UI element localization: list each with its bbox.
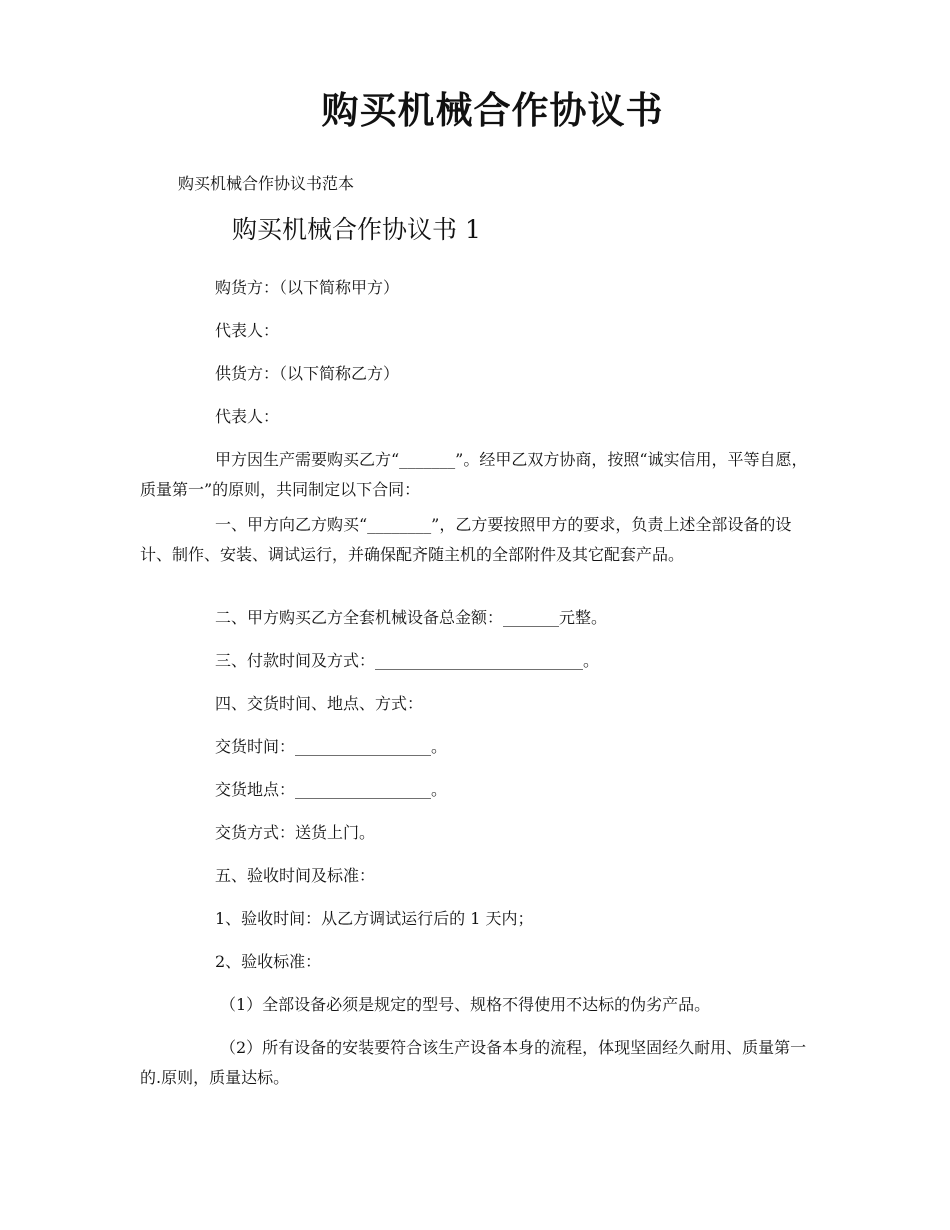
clause-3: 三、付款时间及方式：__________________________。 (215, 651, 600, 670)
document-title: 购买机械合作协议书 (321, 88, 664, 132)
delivery-method: 交货方式：送货上门。 (215, 823, 376, 842)
buyer-representative-line: 代表人： (215, 321, 280, 340)
standard-item-2: （2）所有设备的安装要符合该生产设备本身的流程，体现坚固经久耐用、质量第一的.原则，质量达标。 (140, 1038, 807, 1087)
clause-1: 一、甲方向乙方购买“________”，乙方要按照甲方的要求，负责上述全部设备的设计、制作、安装、调试运行，并确保配齐随主机的全部附件及其它配套产品。 (140, 515, 792, 564)
delivery-time: 交货时间：_________________。 (215, 737, 448, 756)
section-heading: 购买机械合作协议书 1 (232, 215, 481, 244)
acceptance-standard: 2、验收标准： (215, 952, 322, 971)
standard-item-1: （1）全部设备必须是规定的型号、规格不得使用不达标的伪劣产品。 (220, 995, 711, 1014)
delivery-location: 交货地点：_________________。 (215, 780, 448, 799)
clause-5: 五、验收时间及标准： (215, 866, 376, 885)
supplier-representative-line: 代表人： (215, 407, 280, 426)
preamble-paragraph: 甲方因生产需要购买乙方“_______”。经甲乙双方协商，按照“诚实信用，平等自愿，质量第一”的原则，共同制定以下合同： (140, 450, 808, 499)
clause-2: 二、甲方购买乙方全套机械设备总金额：_______元整。 (215, 608, 608, 627)
clause-4: 四、交货时间、地点、方式： (215, 694, 424, 713)
acceptance-time: 1、验收时间：从乙方调试运行后的 1 天内； (215, 909, 534, 928)
document-subtitle: 购买机械合作协议书范本 (178, 174, 355, 193)
buyer-line: 购货方：（以下简称甲方） (215, 278, 400, 297)
supplier-line: 供货方：（以下简称乙方） (215, 364, 400, 383)
